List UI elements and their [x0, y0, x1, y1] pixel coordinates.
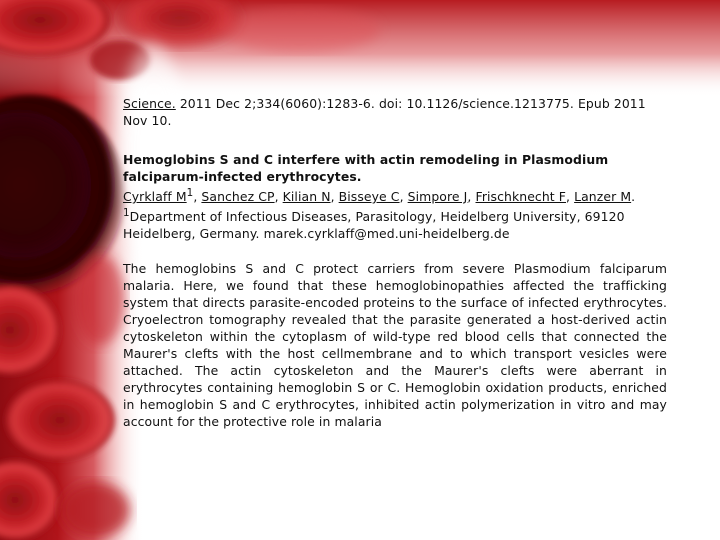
author-link[interactable]: Cyrklaff M: [123, 189, 187, 205]
affiliation: [123, 205, 667, 242]
author-link[interactable]: Frischknecht F: [475, 189, 567, 205]
author-link[interactable]: Kilian N: [282, 189, 331, 205]
author-link[interactable]: Bisseye C: [338, 189, 400, 205]
citation-details: 2011 Dec 2;334(6060):1283-6. doi: 10.1126/science.1213775. Epub 2011 Nov 10.: [123, 96, 646, 128]
author-link[interactable]: Sanchez CP: [201, 189, 275, 205]
affiliation-marker: 1: [123, 207, 130, 220]
author-link[interactable]: Simpore J: [407, 189, 468, 205]
affiliation-text: Department of Infectious Diseases, Parasitology, Heidelberg University, 69120 Heidelberg, Germany. marek.cyrklaff@med.uni-heidelberg.de: [123, 209, 625, 242]
abstract: The hemoglobins S and C protect carriers from severe Plasmodium falciparum malaria. Here, we found that these hemoglobinopathies affected the trafficking system that directs parasite-encoded proteins to the surface of infected erythrocytes. Cryoelectron tomography revealed that the parasite generated a host-derived actin cytoskeleton within the cytoplasm of wild-type red blood cells that connected the Maurer's clefts with the host cellmembrane and to which transport vesicles were attached. The actin cytoskeleton and the Maurer's clefts were aberrant in erythrocytes containing hemoglobin S or C. Hemoglobin oxidation products, enriched in hemoglobin S and C erythrocytes, inhibited actin polymerization in vitro and may account for the protective role in malaria: [123, 261, 667, 430]
author-affiliation-marker: 1: [186, 187, 194, 199]
article-title: Hemoglobins S and C interfere with actin remodeling in Plasmodium falciparum-infected erythrocytes.: [123, 152, 609, 184]
journal-link[interactable]: Science.: [123, 96, 176, 111]
citation: [123, 95, 667, 129]
article-text: [123, 95, 667, 430]
author-link[interactable]: Lanzer M: [574, 189, 632, 205]
author-list: Cyrklaff $M^1$, Sanchez CP, Kilian N, Bisseye C, Simpore J, Frischknecht F, Lanzer M.: [123, 187, 636, 205]
